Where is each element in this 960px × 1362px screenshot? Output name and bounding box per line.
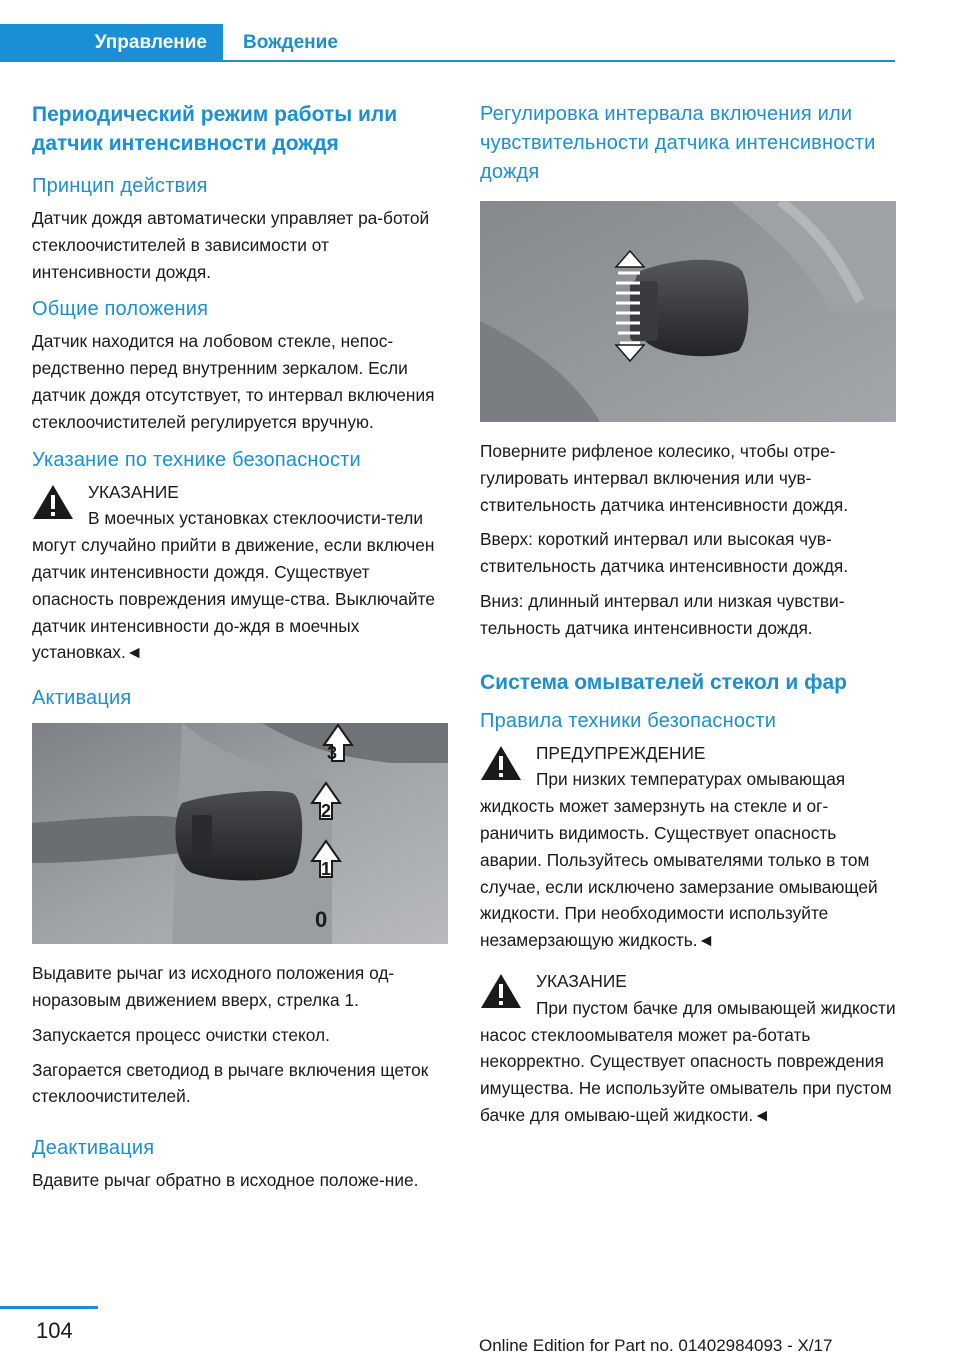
heading-safety-rules: Правила техники безопасности [480,709,777,732]
warning-label: ПРЕДУПРЕЖДЕНИЕ [536,742,706,763]
notice-text-2: При пустом бачке для омывающей жидкости насос стеклоомывателя может ра-ботать некорректно. Существует опасность повреждения имущества. Не используйте омыватель при пустом бачке для омываю-щей жидкости.◄ [480,997,896,1125]
photo-label-2: 2 [321,801,332,822]
warning-triangle-icon [32,483,74,521]
notice-label-2: УКАЗАНИЕ [536,970,627,991]
wheel-adjust-image [480,201,896,422]
page-number: 104 [36,1318,73,1343]
section-title-washer: Система омывателей стекол и фар [480,670,847,694]
notice-empty-tank [480,968,896,1129]
photo-label-3: 3 [327,743,338,764]
heading-safety: Указание по технике безопасности [32,448,361,471]
photo-label-1: 1 [321,859,332,880]
warning-notice [480,740,896,954]
text-general: Датчик находится на лобовом стекле, непос-редственно перед внутренним зеркалом. Если датчик дождя отсутствует, то интервал включения стеклоочистителей регулируется вручную. [32,331,435,432]
heading-principle: Принцип действия [32,175,208,197]
text-activation-1: Выдавите рычаг из исходного положения од-норазовым движением вверх, стрелка 1. [32,963,395,1010]
tab-underline [223,60,895,62]
text-adjust-2: Вверх: короткий интервал или высокая чув-ствительность датчика интенсивности дождя. [480,529,849,577]
left-column [32,100,448,1202]
heading-adjust-interval: Регулировка интервала включения или чувствительности датчика интенсивности дождя [480,103,876,183]
text-adjust-1: Поверните рифленое колесико, чтобы отре-гулировать интервал включения или чув-ствительность датчика интенсивности дождя. [480,441,849,515]
text-deactivation: Вдавите рычаг обратно в исходное положе-ние. [32,1170,419,1191]
text-activation-2: Запускается процесс очистки стекол. [32,1024,330,1045]
footer-accent-line [0,1306,98,1309]
warning-text: При низких температурах омывающая жидкость может замерзнуть на стекле и ог-раничить видимость. Существует опасность аварии. Пользуйтесь омывателями только в том случае, если исключено замерзание омывающей жидкости. При необходимости используйте незамерзающую жидкость.◄ [480,769,878,951]
heading-activation: Активация [32,687,132,710]
warning-triangle-icon [480,744,522,782]
section-title: Периодический режим работы или датчик интенсивности дождя [32,103,398,155]
lever-activation-image [32,723,448,944]
header-tabs [0,24,895,62]
edition-info: Online Edition for Part no. 01402984093 - X/17 [479,1336,833,1355]
safety-notice [32,479,448,667]
right-column [480,100,896,1135]
text-principle: Датчик дождя автоматически управляет ра-ботой стеклоочистителей в зависимости от интенсивности дождя. [32,208,430,282]
heading-deactivation: Деактивация [32,1137,155,1160]
heading-general: Общие положения [32,298,209,321]
notice-label: УКАЗАНИЕ [88,481,179,502]
text-activation-3: Загорается светодиод в рычаге включения щеток стеклоочистителей. [32,1059,429,1107]
warning-triangle-icon [480,972,522,1010]
text-adjust-3: Вниз: длинный интервал или низкая чувстви-тельность датчика интенсивности дождя. [480,590,845,638]
tab-controls[interactable]: Управление [0,24,223,62]
notice-text: В моечных установках стеклоочисти-тели могут случайно прийти в движение, если включен датчик интенсивности дождя. Существует опасность повреждения имуще-ства. Выключайте датчик интенсивности до-ждя в моечных установках.◄ [32,508,436,663]
photo-label-0: 0 [315,907,328,933]
wheel-photo-illustration [480,201,896,422]
tab-driving[interactable]: Вождение [243,32,338,53]
lever-photo-illustration [32,723,448,944]
